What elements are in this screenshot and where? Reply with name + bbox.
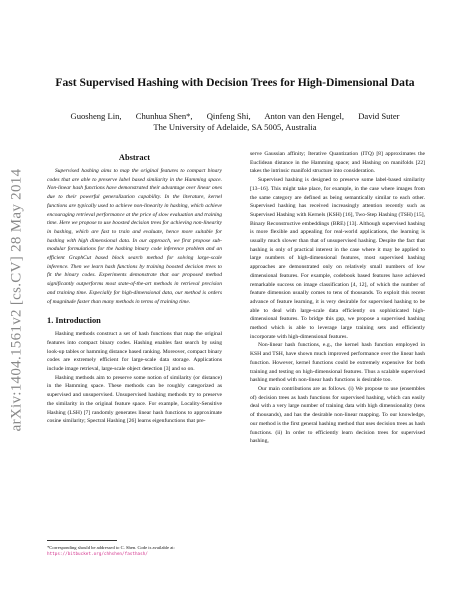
right-paragraph-0: serve Gaussian affinity; Iterative Quantization (ITQ) [8] approximates the Euclidean distance in the Hamming space; and Hashing on manifolds [22] takes the intrinsic manifold structure into consideration.: [250, 151, 425, 175]
right-paragraph-2: Non-linear hash functions, e.g., the kernel hash function employed in KSH and TSH, have shown much improved performance over the linear hash function. However, kernel functions could be extremely expensive for both training and testing on high-dimensional features. Thus a scalable supervised hashing method with non-linear hash functions is desirable too.: [250, 342, 425, 384]
author-5: David Suter: [358, 111, 400, 121]
author-1: Guosheng Lin,: [70, 111, 122, 121]
intro-heading: 1. Introduction: [47, 316, 101, 326]
affiliation: The University of Adelaide, SA 5005, Australia: [153, 122, 317, 132]
abstract-text: Supervised hashing aims to map the original features to compact binary codes that are able to preserve label based similarity in the Hamming space. Non-linear hash functions have demonstrated their advantage over linear ones due to their powerful generalization capability. In the literature, kernel functions are typically used to achieve non-linearity in hashing, which achieve encouraging retrieval performance at the price of slow evaluation and training time. Here we propose to use boosted decision trees for achieving non-linearity in hashing, which are fast to train and evaluate, hence more suitable for hashing with high dimensional data. In our approach, we first propose sub-modular formulations for the hashing binary code inference problem and an efficient GraphCut based block search method for solving large-scale inference. Then we learn hash functions by training boosted decision trees to fit the binary codes. Experiments demonstrate that our proposed method significantly outperforms most state-of-the-art methods in retrieval precision and training time. Especially for high-dimensional data, our method is orders of magnitude faster than many methods in terms of training time.: [47, 168, 222, 305]
arxiv-identifier: arXiv:1404.1561v2 [cs.CV] 28 May 2014: [8, 168, 25, 432]
intro-paragraph-1: Hashing methods construct a set of hash functions that map the original features into compact binary codes. Hashing enables fast search by using look-up tables or hamming distance based ranking. Moreover, compact binary codes are extremely efficient for large-scale data storage. Applications include image retrieval, large-scale object detection [3] and so on.: [47, 331, 222, 373]
author-names: [40, 111, 430, 122]
left-column: [47, 153, 222, 426]
paper-title: Fast Supervised Hashing with Decision Trees for High-Dimensional Data: [55, 76, 415, 89]
author-3: Qinfeng Shi,: [206, 111, 251, 121]
author-4: Anton van den Hengel,: [264, 111, 345, 121]
author-2: Chunhua Shen*,: [135, 111, 193, 121]
footnote-text: *Corresponding should be addressed to C. Shen. Code is available at:: [47, 545, 175, 550]
footnote-rule: [47, 540, 117, 541]
right-paragraph-1: Supervised hashing is designed to preserve some label-based similarity [13–16]. This might take place, for example, in the case where images from the same category are defined as being semantically similar to each other. Supervised hashing has received increasingly attention recently such as Supervised Hashing with Kernels (KSH) [16], Two-Step Hashing (TSH) [15], Binary Reconstructive embeddings (BRE) [13]. Although supervised hashing is more flexible and appealing for real-world applications, the learning is usually much slower than that of unsupervised hashing. Despite the fact that hashing is only of practical interest in the case where it may be applied to large numbers of high-dimensional features, most supervised hashing approaches are demonstrated only on relatively small numbers of low dimensional features. For example, codebook based features have achieved remarkable success on image classification [4, 12], of which the number of feature dimension usually comes to tens of thousands. To exploit this recent advance of feature learning, it is very desirable for supervised hashing to be able to deal with large-scale data efficiently on sophisticated high-dimensional features. To bridge this gap, we propose a supervised hashing method which is able to leverage large training sets and efficiently incorporate with high-dimensional features.: [250, 177, 425, 340]
abstract-heading: Abstract: [118, 153, 151, 162]
intro-paragraph-2: Hashing methods aim to preserve some notion of similarity (or distance) in the Hamming space. These methods can be roughly categorized as supervised and unsupervised. Unsupervised hashing methods try to preserve the similarity in the original feature space. For example, Locality-Sensitive Hashing (LSH) [7] randomly generates linear hash functions to approximate cosine similarity; Spectral Hashing [26] learns eigenfunctions that pre-: [47, 374, 222, 425]
footnote: [47, 540, 222, 558]
code-link[interactable]: https://bitbucket.org/chhshen/fasthash/: [47, 552, 148, 557]
arxiv-sidebar: [6, 150, 28, 450]
author-block: [40, 111, 430, 133]
right-column: [250, 150, 425, 446]
right-paragraph-3: Our main contributions are as follows. (i) We propose to use (ensembles of) decision trees as hash functions for supervised hashing, which can easily deal with a very large number of training data with high dimensionality (tens of thousands), and has the desirable non-linear mapping. To our knowledge, our method is the first general hashing method that uses decision trees as hash functions. (ii) In order to efficiently learn decision trees for supervised hashing,: [250, 385, 425, 445]
